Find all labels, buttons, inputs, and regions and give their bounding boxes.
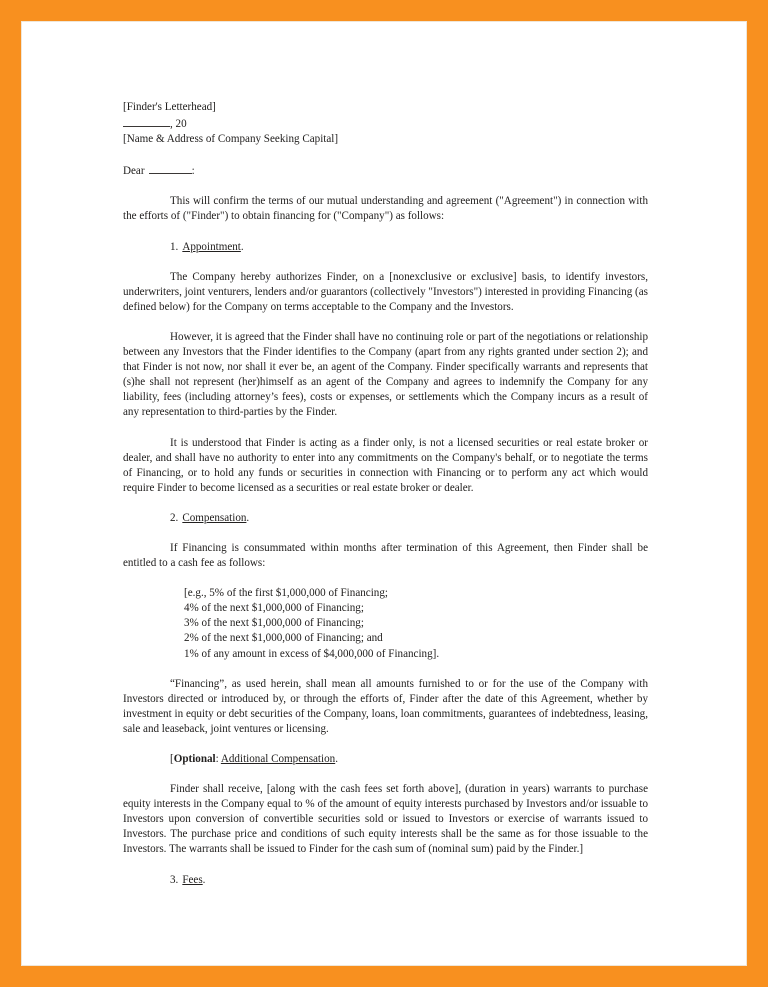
spacer (123, 767, 648, 782)
spacer (123, 255, 648, 270)
section-title: Fees (182, 873, 203, 886)
spacer (123, 315, 648, 330)
fee-schedule-item: [e.g., 5% of the first $1,000,000 of Financing; (184, 587, 388, 600)
date-blank-field[interactable] (123, 115, 170, 127)
date-line (123, 115, 648, 132)
appointment-paragraph-2: However, it is agreed that the Finder shall have no continuing role or part of the negotiations or relationship between any Investors that the Finder identifies to the Company (apart from any rights granted under section 2); and that Finder is not now, nor shall it ever be, an agent of the Company. Finder specifically warrants and represents that (s)he shall not represent (her)himself as an agent of the Company and agrees to indemnify the Company for any liability, fees (including attorney’s fees), costs or expenses, or settlements which the Company incurs as a result of any representation to third-parties by the Finder. (123, 330, 649, 419)
optional-additional-compensation-heading (123, 752, 648, 767)
document-page (21, 21, 747, 966)
letterhead-line: [Finder's Letterhead] (123, 101, 216, 113)
financing-definition-paragraph: “Financing”, as used herein, shall mean all amounts furnished to or for the use of the Company with Investors directed or introduced by, or through the efforts of, Finder after the date of this Agreement, whether by investment in equity or debt securities of the Company, loans, loan commitments, guarantees of indebtedness, leasing, sale and leaseback, joint ventures or licensing. (123, 677, 648, 735)
compensation-paragraph-1: If Financing is consummated within months after termination of this Agreement, then Finder shall be entitled to a cash fee as follows: (123, 541, 648, 570)
optional-title: Additional Compensation (220, 753, 336, 765)
fee-schedule-list (123, 586, 648, 661)
section-title-suffix: . (240, 240, 244, 253)
section-title: Compensation (182, 511, 247, 524)
fee-schedule-item: 1% of any amount in excess of $4,000,000 of Financing]. (184, 647, 440, 660)
spacer (123, 526, 648, 541)
spacer (123, 147, 648, 162)
fee-schedule-item: 3% of the next $1,000,000 of Financing; (184, 617, 364, 630)
section-title-suffix: . (202, 873, 206, 886)
warrants-paragraph: Finder shall receive, [along with the cash fees set forth above], (duration in years) warrants to purchase equity interests in the Company equal to % of the amount of equity interests purchased by Investors and/or issuable to Investors upon conversion of convertible securities sold or issued to Investors or exercise of warrants issued to Investors. The purchase price and conditions of such equity interests shall be the same as for those issuable to the Investors. The warrants shall be issued to Finder for the cash sum of (nominal sum) paid by the Finder.] (123, 783, 648, 856)
section-title-suffix: . (246, 511, 250, 524)
salutation-suffix: : (191, 165, 195, 178)
spacer (123, 225, 648, 240)
spacer (123, 858, 648, 873)
open-bracket: [ (170, 753, 174, 765)
optional-label: Optional (173, 753, 216, 765)
section-number: 2. (170, 511, 179, 524)
spacer (123, 737, 648, 752)
recipient-line: [Name & Address of Company Seeking Capital] (123, 133, 339, 146)
appointment-paragraph-1: The Company hereby authorizes Finder, on a [nonexclusive or exclusive] basis, to identify investors, underwriters, joint venturers, lenders and/or guarantors (collectively "Investors") interested in providing Financing (as defined below) for the Company on terms acceptable to the Company and the Investors. (123, 270, 648, 313)
spacer (123, 421, 648, 436)
fee-schedule-item: 2% of the next $1,000,000 of Financing; and (184, 632, 383, 645)
document-body (123, 100, 648, 888)
spacer (123, 496, 648, 511)
section-title: Appointment (182, 240, 241, 253)
section-heading-appointment (123, 240, 648, 255)
salutation-prefix: Dear (123, 165, 145, 178)
spacer (123, 662, 648, 677)
appointment-paragraph-3: It is understood that Finder is acting as a finder only, is not a licensed securities or real estate broker or dealer, and shall have no authority to enter into any commitments on the Company's behalf, or to negotiate the terms of Financing, or to hold any funds or securities in connection with Financing or to perform any act which would require Finder to become licensed as a securities or real estate broker or dealer. (123, 436, 648, 494)
optional-suffix: . (335, 753, 338, 765)
date-line-suffix: , 20 (170, 118, 187, 131)
section-number: 1. (170, 240, 179, 253)
spacer (123, 179, 648, 194)
section-number: 3. (170, 873, 179, 886)
intro-paragraph: This will confirm the terms of our mutual understanding and agreement ("Agreement") in connection with the efforts of ("Finder") to obtain financing for ("Company") as follows: (123, 195, 648, 223)
section-heading-compensation (123, 511, 648, 526)
section-heading-fees (123, 873, 648, 888)
salutation-line (123, 162, 648, 179)
salutation-blank-field[interactable] (149, 162, 192, 174)
spacer (123, 571, 648, 586)
separator: : (215, 753, 221, 765)
fee-schedule-item: 4% of the next $1,000,000 of Financing; (184, 602, 364, 615)
